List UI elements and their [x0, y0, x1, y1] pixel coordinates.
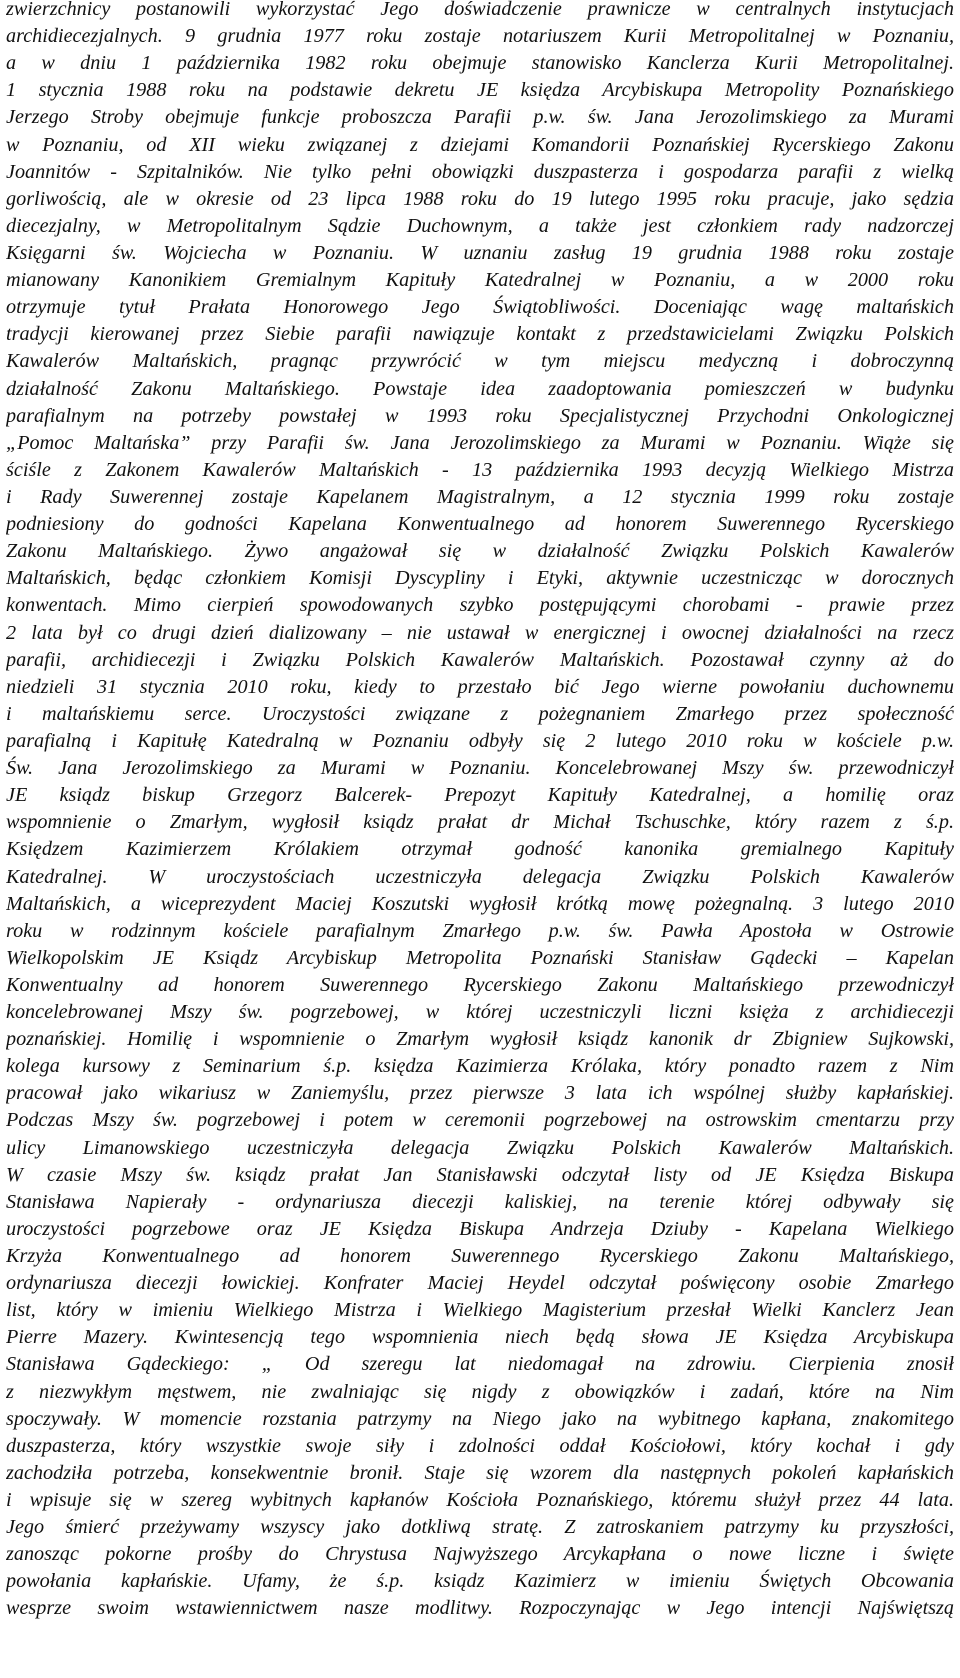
text-line: Kawalerów Maltańskich, pragnąc przywrócić w tym miejscu medyczną i dobroczynną [6, 350, 954, 373]
text-line: kolega kursowy z Seminarium ś.p. księdza Kazimierza Królaka, który ponadto razem z Nim [6, 1055, 954, 1078]
text-line: Stanisława Gądeckiego: „ Od szeregu lat niedomagał na zdrowiu. Cierpienia znosił [6, 1353, 954, 1376]
text-line: parafialną i Kapitułę Katedralną w Poznaniu odbyły się 2 lutego 2010 roku w kościele p.w. [6, 729, 954, 752]
text-line: Joannitów - Szpitalników. Nie tylko pełni obowiązki duszpasterza i gospodarza parafii z wielką [6, 160, 954, 183]
text-line: 2 lata był co drugi dzień dializowany – nie ustawał w energicznej i owocnej działalności na rzecz [6, 621, 954, 644]
text-line: Katedralnej. W uroczystościach uczestniczyła delegacja Związku Polskich Kawalerów [6, 865, 954, 888]
text-line: Konwentualny ad honorem Suwerennego Rycerskiego Zakonu Maltańskiego przewodniczył [6, 973, 954, 996]
text-line: Wielkopolskim JE Ksiądz Arcybiskup Metropolita Poznański Stanisław Gądecki – Kapelan [6, 946, 954, 969]
text-line: 1 stycznia 1988 roku na podstawie dekretu JE księdza Arcybiskupa Metropolity Poznańskiego [6, 79, 954, 102]
text-line: Pierre Mazery. Kwintesencją tego wspomnienia niech będą słowa JE Księdza Arcybiskupa [6, 1326, 954, 1349]
text-line: Księdzem Kazimierzem Królakiem otrzymał godność kanonika gremialnego Kapituły [6, 838, 954, 861]
text-line: niedzieli 31 stycznia 2010 roku, kiedy to przestało bić Jego wierne powołaniu duchownemu [6, 675, 954, 698]
text-line: spoczywały. W momencie rozstania patrzymy na Niego jako na wybitnego kapłana, znakomitego [6, 1407, 954, 1430]
text-line: i wpisuje się w szereg wybitnych kapłanów Kościoła Poznańskiego, któremu służył przez 44 lata. [6, 1489, 954, 1512]
text-line: z niezwykłym męstwem, nie zwalniając się nigdy z obowiązków i zadań, które na Nim [6, 1380, 954, 1403]
text-line: i Rady Suwerennej zostaje Kapelanem Magistralnym, a 12 stycznia 1999 roku zostaje [6, 485, 954, 508]
text-line: „Pomoc Maltańska” przy Parafii św. Jana Jerozolimskiego za Murami w Poznaniu. Wiąże się [6, 431, 954, 454]
text-line: archidiecezjalnych. 9 grudnia 1977 roku zostaje notariuszem Kurii Metropolitalnej w Poznaniu, [6, 25, 954, 48]
text-line: duszpasterza, który wszystkie swoje siły i zdolności oddał Kościołowi, który kochał i gdy [6, 1434, 954, 1457]
text-line: Księgarni św. Wojciecha w Poznaniu. W uznaniu zasług 19 grudnia 1988 roku zostaje [6, 241, 954, 264]
text-line: zachodziła potrzeba, konsekwentnie bronił. Staje się wzorem dla następnych pokoleń kapłańskich [6, 1461, 954, 1484]
text-line: parafii, archidiecezji i Związku Polskich Kawalerów Maltańskich. Pozostawał czynny aż do [6, 648, 954, 671]
text-line: mianowany Kanonikiem Gremialnym Kapituły Katedralnej w Poznaniu, a w 2000 roku [6, 269, 954, 292]
text-line: koncelebrowanej Mszy św. pogrzebowej, w której uczestniczyli liczni księża z archidiecezji [6, 1001, 954, 1024]
text-line: Św. Jana Jerozolimskiego za Murami w Poznaniu. Koncelebrowanej Mszy św. przewodniczył [6, 757, 954, 780]
text-line: powołania kapłańskie. Ufamy, że ś.p. ksiądz Kazimierz w imieniu Świętych Obcowania [6, 1570, 954, 1593]
text-line: konwentach. Mimo cierpień spowodowanych szybko postępującymi chorobami - prawie przez [6, 594, 954, 617]
text-line: ściśle z Zakonem Kawalerów Maltańskich - 13 października 1993 decyzją Wielkiego Mistrza [6, 458, 954, 481]
text-line: Zakonu Maltańskiego. Żywo angażował się w działalność Związku Polskich Kawalerów [6, 540, 954, 563]
text-line: Maltańskich, będąc członkiem Komisji Dyscypliny i Etyki, aktywnie uczestnicząc w dorocznych [6, 567, 954, 590]
text-line: i maltańskiemu serce. Uroczystości związane z pożegnaniem Zmarłego przez społeczność [6, 702, 954, 725]
text-line: a w dniu 1 października 1982 roku obejmuje stanowisko Kanclerza Kurii Metropolitalnej. [6, 52, 954, 75]
text-line: wspomnienie o Zmarłym, wygłosił ksiądz prałat dr Michał Tschuschke, który razem z ś.p. [6, 811, 954, 834]
text-line: diecezjalny, w Metropolitalnym Sądzie Duchownym, a także jest członkiem rady nadzorczej [6, 214, 954, 237]
text-line: Jego śmierć przeżywamy wszyscy jako dotkliwą stratę. Z zatroskaniem patrzymy ku przyszłości, [6, 1516, 954, 1539]
text-line: zwierzchnicy postanowili wykorzystać Jego doświadczenie prawnicze w centralnych instytucjach [6, 0, 954, 20]
text-line: działalność Zakonu Maltańskiego. Powstaje idea zaadoptowania pomieszczeń w budynku [6, 377, 954, 400]
text-line: Maltańskich, a wiceprezydent Maciej Koszutski wygłosił krótką mowę pożegnalną. 3 lutego 2010 [6, 892, 954, 915]
text-line: list, który w imieniu Wielkiego Mistrza i Wielkiego Magisterium przesłał Wielki Kanclerz Jean [6, 1299, 954, 1322]
text-line: JE ksiądz biskup Grzegorz Balcerek- Prepozyt Kapituły Katedralnej, a homilię oraz [6, 784, 954, 807]
text-line: ordynariusza diecezji łowickiej. Konfrater Maciej Heydel odczytał poświęcony osobie Zmarłego [6, 1272, 954, 1295]
document-page [6, 0, 954, 1623]
text-line: podniesiony do godności Kapelana Konwentualnego ad honorem Suwerennego Rycerskiego [6, 513, 954, 536]
text-line: Podczas Mszy św. pogrzebowej i potem w ceremonii pogrzebowej na ostrowskim cmentarzu przy [6, 1109, 954, 1132]
text-line: parafialnym na potrzeby powstałej w 1993 roku Specjalistycznej Przychodni Onkologicznej [6, 404, 954, 427]
text-line: roku w rodzinnym kościele parafialnym Zmarłego p.w. św. Pawła Apostoła w Ostrowie [6, 919, 954, 942]
text-line: uroczystości pogrzebowe oraz JE Księdza Biskupa Andrzeja Dziuby - Kapelana Wielkiego [6, 1217, 954, 1240]
text-line: pracował jako wikariusz w Zaniemyślu, przez pierwsze 3 lata ich wspólnej służby kapłańskiej. [6, 1082, 954, 1105]
text-line: Krzyża Konwentualnego ad honorem Suwerennego Rycerskiego Zakonu Maltańskiego, [6, 1245, 954, 1268]
text-line: gorliwością, ale w okresie od 23 lipca 1988 roku do 19 lutego 1995 roku pracuje, jako sędzia [6, 187, 954, 210]
text-line: ulicy Limanowskiego uczestniczyła delegacja Związku Polskich Kawalerów Maltańskich. [6, 1136, 954, 1159]
text-line: poznańskiej. Homilię i wspomnienie o Zmarłym wygłosił ksiądz kanonik dr Zbigniew Sujkowski, [6, 1028, 954, 1051]
text-line: Jerzego Stroby obejmuje funkcje proboszcza Parafii p.w. św. Jana Jerozolimskiego za Murami [6, 106, 954, 129]
text-line: Stanisława Napierały - ordynariusza diecezji kaliskiej, na terenie której odbywały się [6, 1190, 954, 1213]
text-line: zanosząc pokorne prośby do Chrystusa Najwyższego Arcykapłana o nowe liczne i święte [6, 1543, 954, 1566]
text-line: w Poznaniu, od XII wieku związanej z dziejami Komandorii Poznańskiej Rycerskiego Zakonu [6, 133, 954, 156]
text-line: otrzymuje tytuł Prałata Honorowego Jego Świątobliwości. Doceniając wagę maltańskich [6, 296, 954, 319]
text-line: W czasie Mszy św. ksiądz prałat Jan Stanisławski odczytał listy od JE Księdza Biskupa [6, 1163, 954, 1186]
text-line: wesprze swoim wstawiennictwem nasze modlitwy. Rozpoczynając w Jego intencji Najświętszą [6, 1597, 954, 1620]
text-line: tradycji kierowanej przez Siebie parafii nawiązuje kontakt z przedstawicielami Związku Polskich [6, 323, 954, 346]
